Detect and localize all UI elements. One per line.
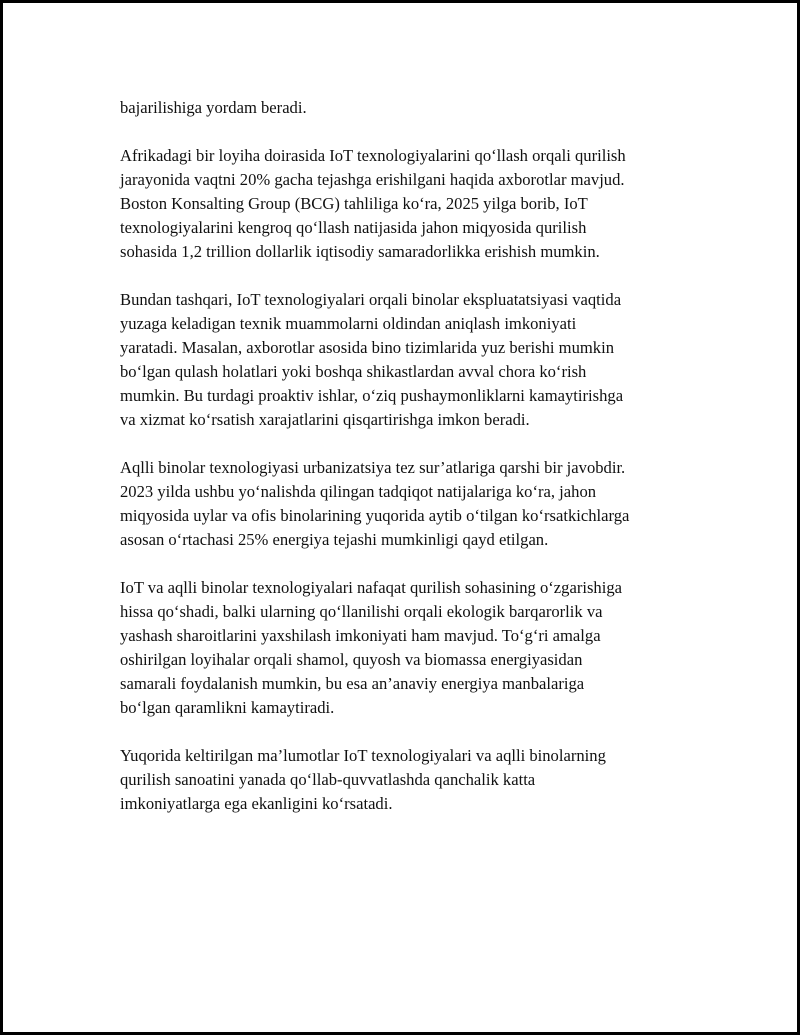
- paragraph: [120, 96, 720, 120]
- text-line: jarayonida vaqtni 20% gacha tejashga erishilgani haqida axborotlar mavjud.: [120, 170, 625, 189]
- text-line: bajarilishiga yordam beradi.: [120, 98, 307, 117]
- text-line: Bundan tashqari, IoT texnologiyalari orqali binolar ekspluatatsiyasi vaqtida: [120, 290, 622, 309]
- paragraph: [120, 144, 720, 264]
- text-line: Boston Konsalting Group (BCG) tahliliga ko‘ra, 2025 yilga borib, IoT: [120, 194, 588, 213]
- paragraph: [120, 288, 720, 432]
- text-line: yaratadi. Masalan, axborotlar asosida bino tizimlarida yuz berishi mumkin: [120, 338, 614, 357]
- text-line: Aqlli binolar texnologiyasi urbanizatsiya tez sur’atlariga qarshi bir javobdir.: [120, 458, 626, 477]
- paragraph: [120, 744, 720, 816]
- text-line: IoT va aqlli binolar texnologiyalari nafaqat qurilish sohasining o‘zgarishiga: [120, 578, 622, 597]
- text-line: asosan o‘rtachasi 25% energiya tejashi mumkinligi qayd etilgan.: [120, 530, 549, 549]
- text-line: va xizmat ko‘rsatish xarajatlarini qisqartirishga imkon beradi.: [120, 410, 530, 429]
- text-line: imkoniyatlarga ega ekanligini ko‘rsatadi.: [120, 794, 393, 813]
- text-line: sohasida 1,2 trillion dollarlik iqtisodiy samaradorlikka erishish mumkin.: [120, 242, 600, 261]
- document-body: [120, 96, 720, 840]
- text-line: Yuqorida keltirilgan ma’lumotlar IoT texnologiyalari va aqlli binolarning: [120, 746, 606, 765]
- paragraph: [120, 576, 720, 720]
- text-line: Afrikadagi bir loyiha doirasida IoT texnologiyalarini qo‘llash orqali qurilish: [120, 146, 626, 165]
- text-line: bo‘lgan qulash holatlari yoki boshqa shikastlardan avval chora ko‘rish: [120, 362, 587, 381]
- text-line: hissa qo‘shadi, balki ularning qo‘llanilishi orqali ekologik barqarorlik va: [120, 602, 603, 621]
- text-line: yuzaga keladigan texnik muammolarni oldindan aniqlash imkoniyati: [120, 314, 577, 333]
- text-line: oshirilgan loyihalar orqali shamol, quyosh va biomassa energiyasidan: [120, 650, 583, 669]
- text-line: yashash sharoitlarini yaxshilash imkoniyati ham mavjud. To‘g‘ri amalga: [120, 626, 601, 645]
- text-line: mumkin. Bu turdagi proaktiv ishlar, o‘ziq pushaymonliklarni kamaytirishga: [120, 386, 624, 405]
- text-line: texnologiyalarini kengroq qo‘llash natijasida jahon miqyosida qurilish: [120, 218, 587, 237]
- text-line: qurilish sanoatini yanada qo‘llab-quvvatlashda qanchalik katta: [120, 770, 536, 789]
- text-line: samarali foydalanish mumkin, bu esa an’anaviy energiya manbalariga: [120, 674, 585, 693]
- text-line: 2023 yilda ushbu yo‘nalishda qilingan tadqiqot natijalariga ko‘ra, jahon: [120, 482, 597, 501]
- paragraph: [120, 456, 720, 552]
- text-line: bo‘lgan qaramlikni kamaytiradi.: [120, 698, 335, 717]
- text-line: miqyosida uylar va ofis binolarining yuqorida aytib o‘tilgan ko‘rsatkichlarga: [120, 506, 630, 525]
